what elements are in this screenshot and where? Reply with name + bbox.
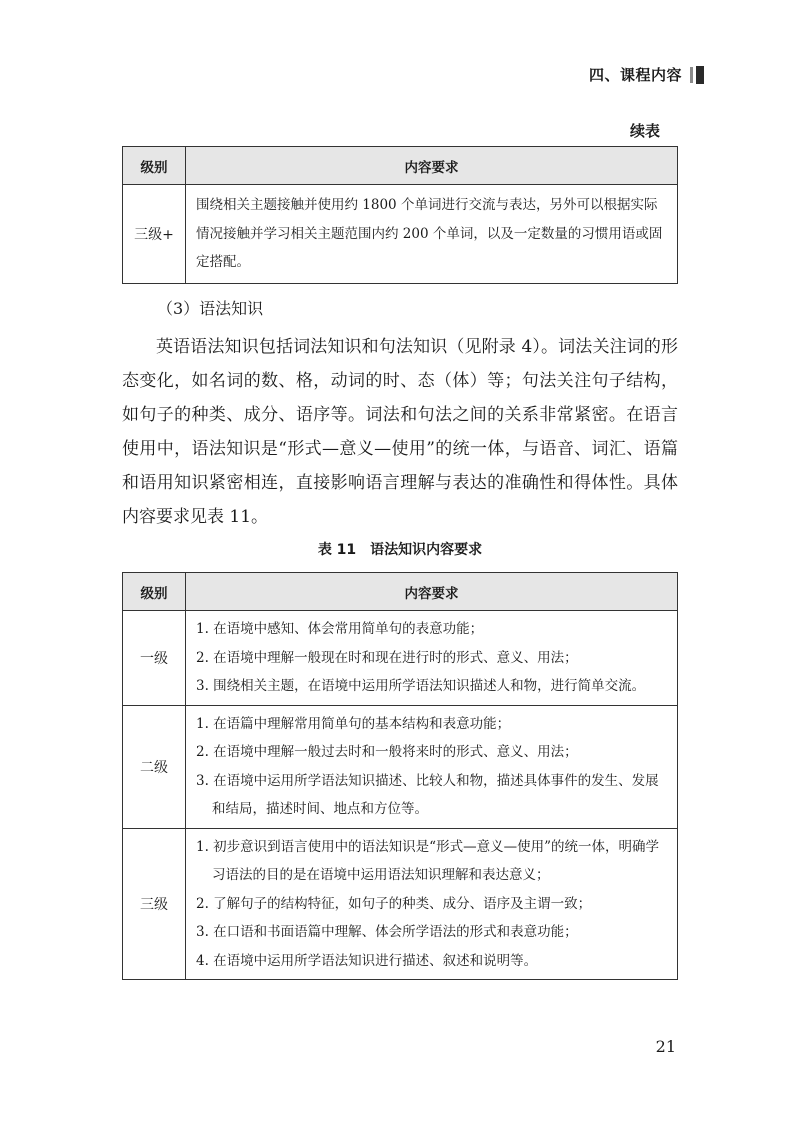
table-row <box>123 828 678 980</box>
level-cell: 一级 <box>123 611 186 706</box>
list-item: 3. 围绕相关主题，在语境中运用所学语法知识描述人和物，进行简单交流。 <box>196 678 646 694</box>
table-caption: 表 11 语法知识内容要求 <box>317 542 483 558</box>
page-number: 21 <box>655 1037 676 1056</box>
content-cell <box>186 611 678 706</box>
level-cell: 三级+ <box>123 185 186 284</box>
header-level: 级别 <box>123 147 186 185</box>
level-cell: 二级 <box>123 705 186 828</box>
table-row <box>123 611 678 706</box>
list-item: 2. 了解句子的结构特征，如句子的种类、成分、语序及主谓一致； <box>196 895 592 912</box>
running-header <box>589 64 704 85</box>
header-content: 内容要求 <box>186 573 678 611</box>
table-header-row <box>123 147 678 185</box>
section-title: 四、课程内容 <box>588 66 682 84</box>
header-level: 级别 <box>123 573 186 611</box>
header-decoration <box>690 66 704 84</box>
continued-table <box>122 146 678 284</box>
list-item: 3. 在语境中运用所学语法知识描述、比较人和物，描述具体事件的发生、发展和结局，描述时间、地点和方位等。 <box>196 772 659 817</box>
level-cell: 三级 <box>123 828 186 980</box>
list-item: 4. 在语境中运用所学语法知识进行描述、叙述和说明等。 <box>196 952 538 969</box>
table-header-row <box>123 573 678 611</box>
list-item: 2. 在语境中理解一般现在时和现在进行时的形式、意义、用法； <box>196 649 578 666</box>
subsection-heading: （3）语法知识 <box>157 299 264 318</box>
header-content: 内容要求 <box>186 147 678 185</box>
list-item: 1. 在语篇中理解常用简单句的基本结构和表意功能； <box>196 715 511 732</box>
content-cell: 围绕相关主题接触并使用约 1800 个单词进行交流与表达，另外可以根据实际情况接触并学习相关主题范围内约 200 个单词，以及一定数量的习惯用语或固定搭配。 <box>186 185 678 284</box>
list-item: 1. 在语境中感知、体会常用简单句的表意功能； <box>196 621 484 637</box>
continued-label: 续表 <box>629 122 660 140</box>
list-item: 1. 初步意识到语言使用中的语法知识是“形式—意义—使用”的统一体，明确学习语法的目的是在语境中运用语法知识理解和表达意义； <box>196 838 659 883</box>
content-cell <box>186 828 678 980</box>
table-row <box>123 185 678 284</box>
body-paragraph: 英语语法知识包括词法知识和句法知识（见附录 4）。词法关注词的形态变化，如名词的数、格，动词的时、态（体）等；句法关注句子结构，如句子的种类、成分、语序等。词法和句法之间的关系非常紧密。在语言使用中，语法知识是“形式—意义—使用”的统一体，与语音、词汇、语篇和语用知识紧密相连，直接影响语言理解与表达的准确性和得体性。具体内容要求见表 11。 <box>122 337 678 527</box>
list-item: 3. 在口语和书面语篇中理解、体会所学语法的形式和表意功能； <box>196 924 578 940</box>
grammar-table <box>122 572 678 980</box>
table-row <box>123 705 678 828</box>
content-cell <box>186 705 678 828</box>
list-item: 2. 在语境中理解一般过去时和一般将来时的形式、意义、用法； <box>196 744 578 760</box>
